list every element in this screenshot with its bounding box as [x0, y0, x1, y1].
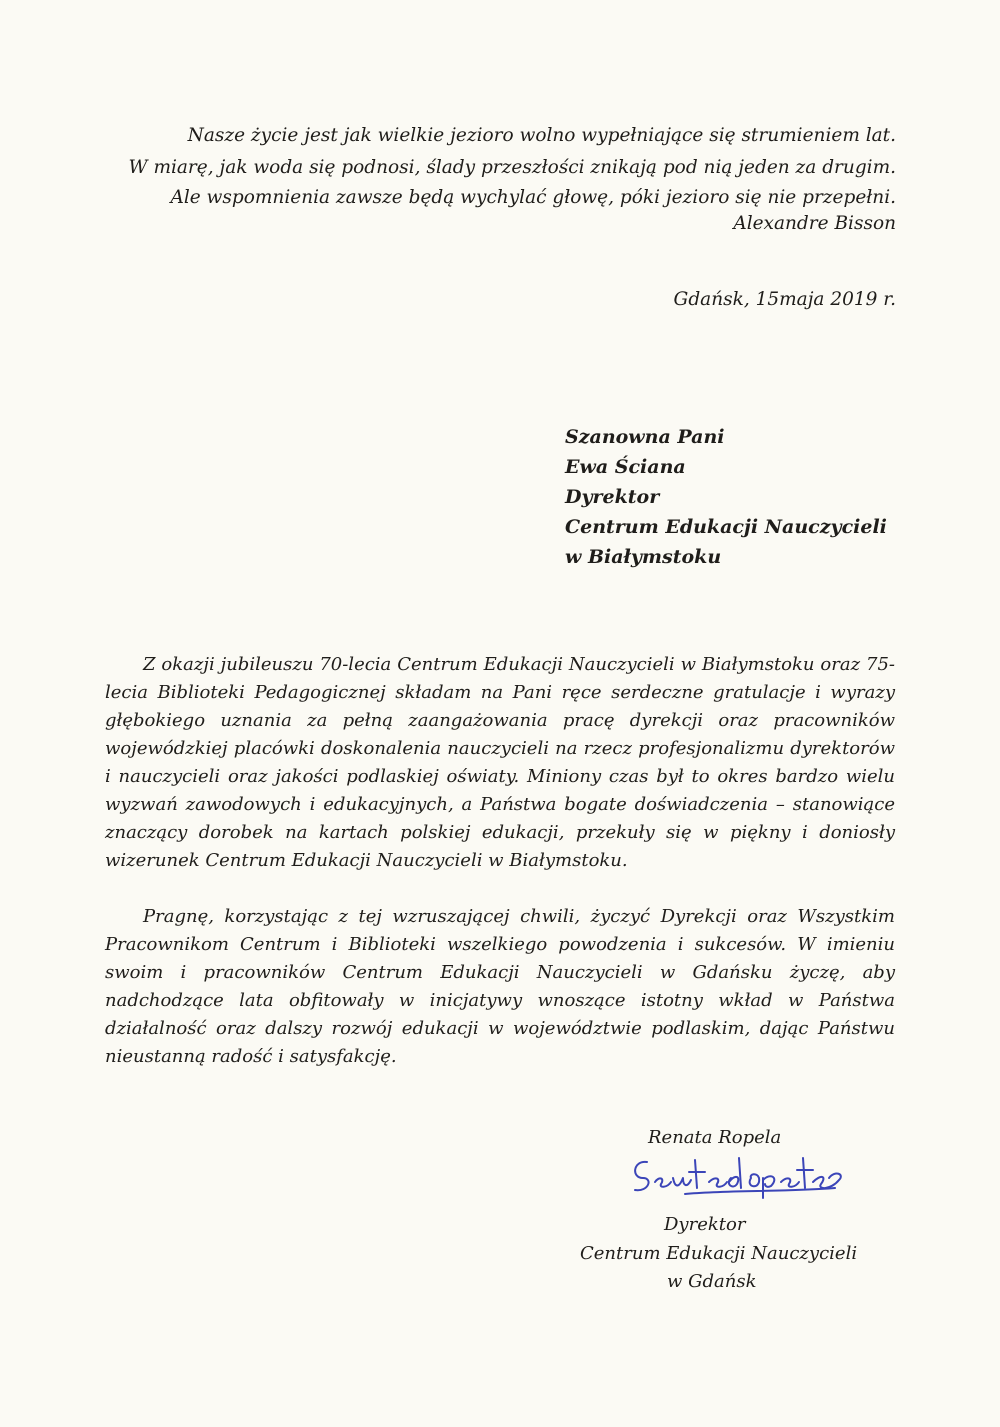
addressee-institution: Centrum Edukacji Nauczycieli	[565, 516, 887, 538]
signatory-city: w Gdańsk	[667, 1271, 757, 1292]
addressee-name: Ewa Ściana	[565, 456, 686, 478]
epigraph-line-3: Ale wspomnienia zawsze będą wychylać głowę, póki jezioro się nie przepełni.	[170, 187, 896, 208]
addressee-salutation: Szanowna Pani	[565, 426, 725, 448]
handwritten-signature	[625, 1148, 850, 1200]
signatory-title: Dyrektor	[664, 1214, 746, 1235]
epigraph-line-1: Nasze życie jest jak wielkie jezioro wolno wypełniające się strumieniem lat.	[187, 125, 896, 146]
addressee-city: w Białymstoku	[565, 546, 722, 568]
body-paragraph-2: Pragnę, korzystając z tej wzruszającej chwili, życzyć Dyrekcji oraz Wszystkim Pracownikom Centrum i Biblioteki wszelkiego powodzenia i sukcesów. W imieniu swoim i pracowników Centrum Edukacji Nauczycieli w Gdańsku życzę, aby nadchodzące lata obfitowały w inicjatywy wnoszące istotny wkład w Państwa działalność oraz dalszy rozwój edukacji w województwie podlaskim, dając Państwu nieustanną radość i satysfakcję.	[105, 906, 895, 1067]
signatory-institution: Centrum Edukacji Nauczycieli	[580, 1243, 858, 1264]
letter-date: Gdańsk, 15maja 2019 r.	[673, 289, 896, 310]
body-paragraph-1: Z okazji jubileuszu 70-lecia Centrum Edukacji Nauczycieli w Białymstoku oraz 75-lecia Biblioteki Pedagogicznej składam na Pani ręce serdeczne gratulacje i wyrazy głębokiego uznania za pełną zaangażowania pracę dyrekcji oraz pracowników wojewódzkiej placówki doskonalenia nauczycieli na rzecz profesjonalizmu dyrektorów i nauczycieli oraz jakości podlaskiej oświaty. Miniony czas był to okres bardzo wielu wyzwań zawodowych i edukacyjnych, a Państwa bogate doświadczenia – stanowiące znaczący dorobek na kartach polskiej edukacji, przekuły się w piękny i doniosły wizerunek Centrum Edukacji Nauczycieli w Białymstoku.	[105, 654, 895, 871]
signatory-name: Renata Ropela	[648, 1127, 782, 1148]
addressee-position: Dyrektor	[565, 486, 660, 508]
epigraph-author: Alexandre Bisson	[733, 213, 896, 234]
epigraph-line-2: W miarę, jak woda się podnosi, ślady przeszłości znikają pod nią jeden za drugim.	[128, 157, 896, 178]
